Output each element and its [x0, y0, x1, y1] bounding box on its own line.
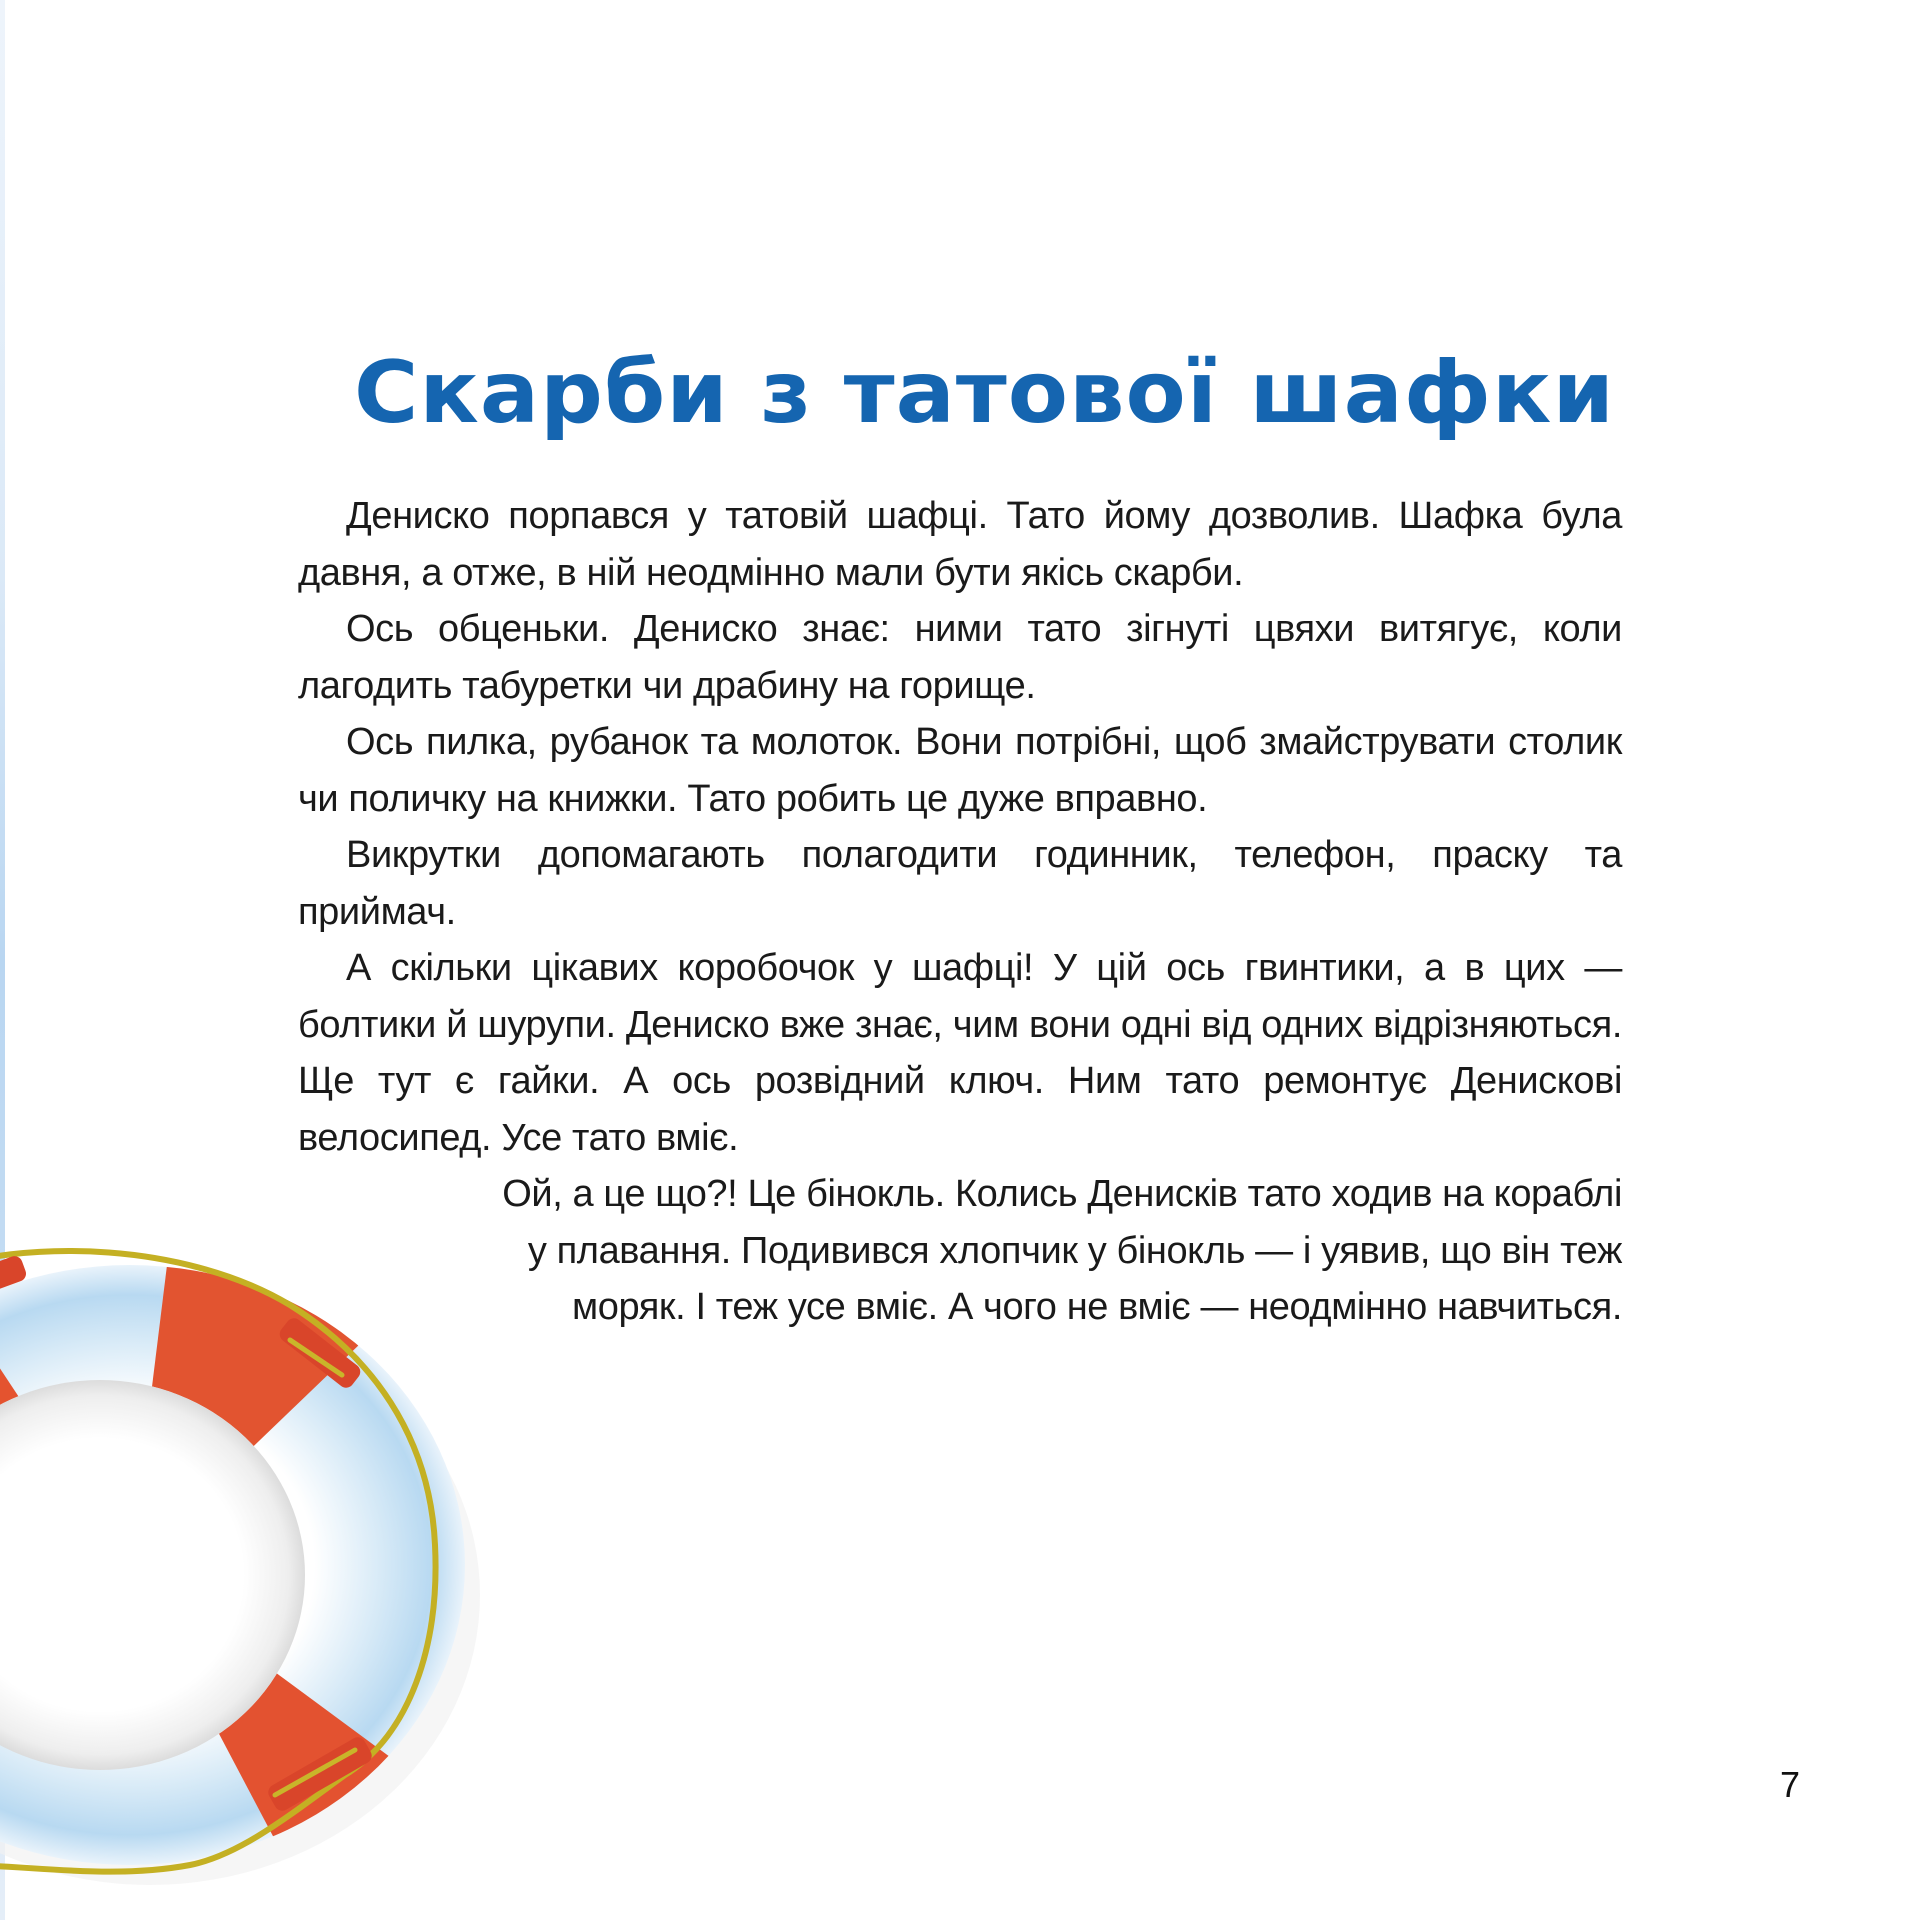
paragraph: А скільки цікавих коробочок у шафці! У цій ось гвинтики, а в цих — болтики й шурупи. Дениско вже знає, чим вони одні від одних відрізняються. Ще тут є гайки. А ось розвідний ключ. Ним тато ремонтує Денискові велосипед. Усе тато вміє.: [298, 947, 1622, 1159]
paragraph: Дениско порпався у татовій шафці. Тато йому дозволив. Шафка була давня, а отже, в ній неодмінно мали бути якісь скарби.: [298, 495, 1622, 594]
paragraph-line: у плавання. Подивився хлопчик у бінокль — і уявив, що він теж: [527, 1229, 1622, 1272]
lifebuoy-illustration: [0, 1215, 490, 1895]
page-number: 7: [1780, 1764, 1801, 1805]
paragraph-line: моряк. І теж усе вміє. А чого не вміє — неодмінно навчиться.: [571, 1286, 1622, 1328]
story-text: [298, 488, 1622, 1336]
paragraph: Викрутки допомагають полагодити годинник, телефон, праску та приймач.: [298, 834, 1622, 933]
paragraph-line: Ой, а це що?! Це бінокль. Колись Денисків тато ходив на кораблі: [502, 1173, 1622, 1215]
paragraph: Ось пилка, рубанок та молоток. Вони потрібні, щоб змайструвати столик чи поличку на книжки. Тато робить це дуже вправно.: [298, 721, 1622, 820]
paragraph-final: [298, 1166, 1622, 1336]
paragraph: Ось обценьки. Дениско знає: ними тато зігнуті цвяхи витягує, коли лагодить табуретки чи драбину на горище.: [298, 608, 1622, 707]
page-title: Скарби з татової шафки: [353, 342, 1615, 443]
